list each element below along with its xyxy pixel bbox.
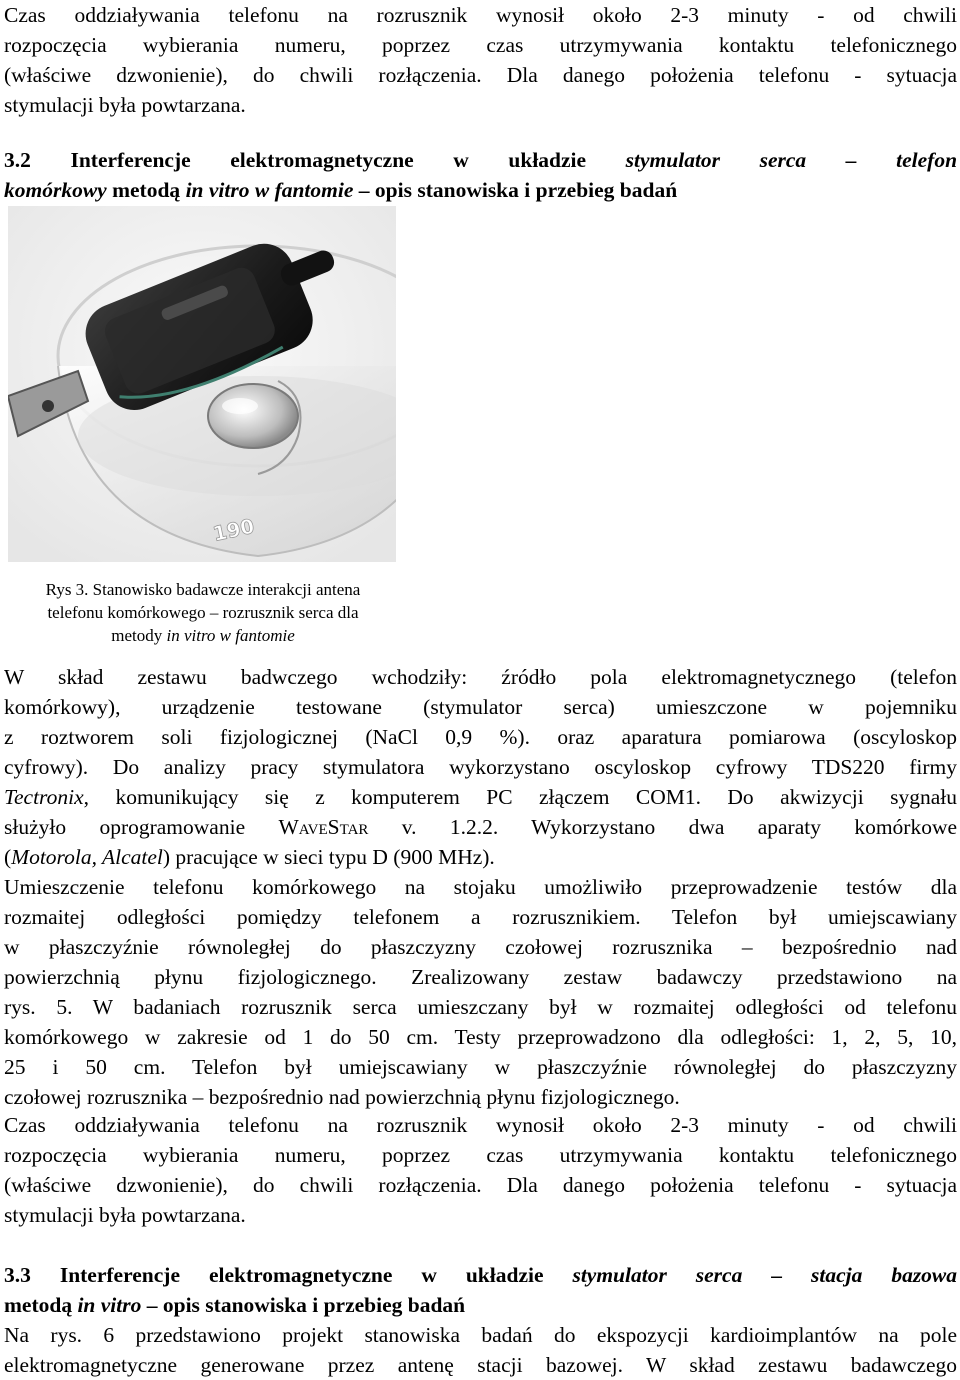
text-line: komórkowy), urządzenie testowane (stymulator serca) umieszczone w pojemniku bbox=[4, 695, 957, 719]
text-line: rozmaitej odległości pomiędzy telefonem a rozrusznikiem. Telefon był umiejscawiany bbox=[4, 905, 957, 929]
heading-italic: in vitro bbox=[77, 1293, 142, 1317]
heading-text: – opis stanowiska i przebieg badań bbox=[146, 1293, 466, 1317]
italic-text: Tectronix bbox=[4, 785, 84, 809]
text-line: cyfrowy). Do analizy pracy stymulatora wykorzystano oscyloskop cyfrowy TDS220 firmy bbox=[4, 755, 957, 779]
heading-italic: komórkowy bbox=[4, 178, 107, 202]
heading-italic: telefon bbox=[896, 148, 958, 172]
figure-photo bbox=[8, 206, 396, 562]
phone-in-bowl-image bbox=[8, 206, 396, 562]
text-span: ( bbox=[4, 845, 12, 869]
text-line: 25 i 50 cm. Telefon był umiejscawiany w płaszczyźnie równoległej do płaszczyzny bbox=[4, 1055, 957, 1079]
text-line: Czas oddziaływania telefonu na rozrusznik wynosił około 2-3 minuty - od chwili bbox=[4, 3, 957, 27]
paragraph-setup bbox=[4, 872, 957, 1112]
text-span: ) pracujące w sieci typu D (900 MHz). bbox=[162, 845, 495, 869]
text-line bbox=[4, 782, 957, 812]
intro-paragraph bbox=[4, 0, 957, 120]
paragraph-base-station bbox=[4, 1320, 957, 1380]
text-line bbox=[4, 812, 957, 842]
text-line: w płaszczyźnie równoległej do płaszczyzny czołowej rozrusznika – bezpośrednio nad bbox=[4, 935, 957, 959]
caption-line: Rys 3. Stanowisko badawcze interakcji antena bbox=[45, 580, 361, 599]
text-span: v. 1.2.2. Wykorzystano dwa aparaty komórkowe bbox=[401, 815, 958, 839]
software-name: WaveStar bbox=[278, 815, 369, 839]
text-line: powierzchnią płynu fizjologicznego. Zrealizowany zestaw badawczy przedstawiono na bbox=[4, 965, 957, 989]
heading-dash: – bbox=[845, 148, 857, 172]
section-number: 3.3 bbox=[4, 1263, 31, 1287]
text-line bbox=[4, 842, 957, 872]
figure-caption bbox=[8, 578, 398, 647]
heading-text: metodą bbox=[112, 178, 181, 202]
heading-italic: in vitro w fantomie bbox=[185, 178, 354, 202]
text-line: (właściwe dzwonienie), do chwili rozłączenia. Dla danego położenia telefonu - sytuacja bbox=[4, 63, 957, 87]
text-line: stymulacji była powtarzana. bbox=[4, 1203, 246, 1227]
heading-dash: – bbox=[771, 1263, 783, 1287]
text-line: komórkowego w zakresie od 1 do 50 cm. Testy przeprowadzono dla odległości: 1, 2, 5, 10, bbox=[4, 1025, 957, 1049]
paragraph-equipment bbox=[4, 662, 957, 872]
heading-text: – opis stanowiska i przebieg badań bbox=[358, 178, 678, 202]
heading-text: metodą bbox=[4, 1293, 73, 1317]
heading-italic: stacja bazowa bbox=[811, 1263, 958, 1287]
text-line: Czas oddziaływania telefonu na rozrusznik wynosił około 2-3 minuty - od chwili bbox=[4, 1113, 957, 1137]
text-line: rozpoczęcia wybierania numeru, poprzez czas utrzymywania kontaktu telefonicznego bbox=[4, 33, 957, 57]
caption-line bbox=[8, 624, 398, 647]
text-line: z roztworem soli fizjologicznej (NaCl 0,9 %). oraz aparatura pomiarowa (oscyloskop bbox=[4, 725, 957, 749]
pacemaker bbox=[208, 384, 298, 448]
caption-line: telefonu komórkowego – rozrusznik serca dla bbox=[47, 603, 359, 622]
section-number: 3.2 bbox=[4, 148, 31, 172]
paragraph-timing bbox=[4, 1110, 957, 1230]
text-line: stymulacji była powtarzana. bbox=[4, 93, 246, 117]
heading-italic: stymulator serca bbox=[572, 1263, 743, 1287]
heading-text: Interferencje elektromagnetyczne w układzie bbox=[70, 148, 587, 172]
text-span: służyło oprogramowanie bbox=[4, 815, 246, 839]
text-line: rys. 5. W badaniach rozrusznik serca umieszczany był w rozmaitej odległości od telefonu bbox=[4, 995, 957, 1019]
caption-italic: in vitro w fantomie bbox=[166, 626, 295, 645]
text-line: rozpoczęcia wybierania numeru, poprzez czas utrzymywania kontaktu telefonicznego bbox=[4, 1143, 957, 1167]
bowl-label: 190 bbox=[210, 513, 257, 546]
heading-italic: stymulator serca bbox=[625, 148, 807, 172]
text-line: czołowej rozrusznika – bezpośrednio nad powierzchnią płynu fizjologicznego. bbox=[4, 1085, 680, 1109]
caption-text: metody bbox=[111, 626, 163, 645]
text-line: (właściwe dzwonienie), do chwili rozłączenia. Dla danego położenia telefonu - sytuacja bbox=[4, 1173, 957, 1197]
text-line: elektromagnetyczne generowane przez antenę stacji bazowej. W skład zestawu badawczego bbox=[4, 1353, 957, 1377]
section-heading-3-3 bbox=[4, 1260, 957, 1320]
italic-text: Motorola, Alcatel bbox=[11, 845, 163, 869]
heading-text: Interferencje elektromagnetyczne w układzie bbox=[59, 1263, 544, 1287]
text-line: W skład zestawu badwczego wchodziły: źródło pola elektromagnetycznego (telefon bbox=[4, 665, 957, 689]
section-heading-3-2 bbox=[4, 145, 957, 205]
text-span: , komunikujący się z komputerem PC złączem COM1. Do akwizycji sygnału bbox=[83, 785, 957, 809]
text-line: Na rys. 6 przedstawiono projekt stanowiska badań do ekspozycji kardioimplantów na pole bbox=[4, 1323, 957, 1347]
text-line: Umieszczenie telefonu komórkowego na stojaku umożliwiło przeprowadzenie testów dla bbox=[4, 875, 957, 899]
